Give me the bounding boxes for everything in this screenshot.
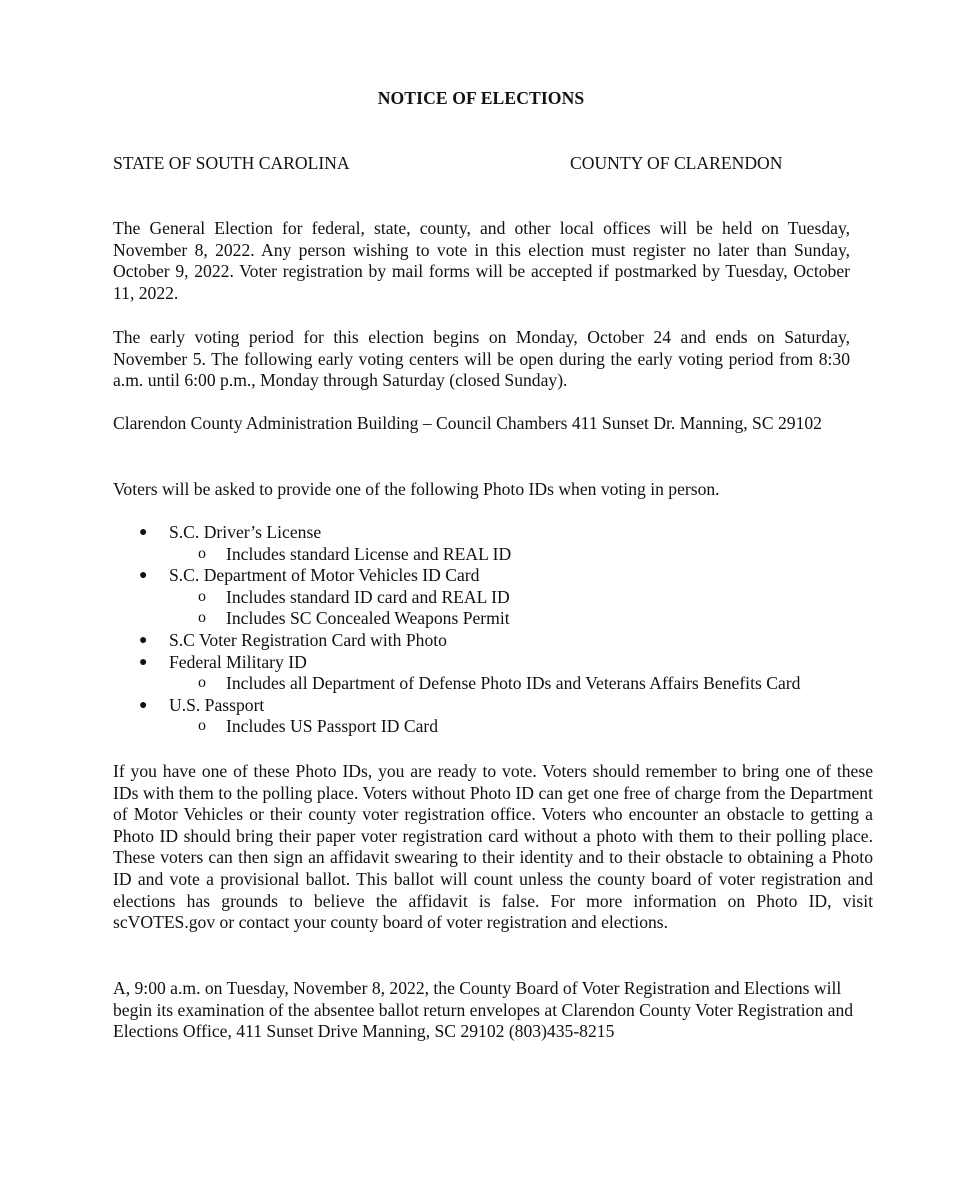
county-heading: COUNTY OF CLARENDON: [570, 153, 783, 173]
list-item: [113, 652, 873, 674]
sub-bullet-icon: o: [198, 587, 206, 605]
sub-list-item: [113, 544, 873, 566]
sub-list-item-label: Includes standard ID card and REAL ID: [226, 586, 510, 607]
list-item-label: U.S. Passport: [169, 694, 265, 715]
list-item-label: Federal Military ID: [169, 651, 307, 672]
list-item: [113, 565, 873, 587]
absentee-paragraph: A, 9:00 a.m. on Tuesday, November 8, 2022, the County Board of Voter Registration and Elections will begin its examination of the absentee ballot return envelopes at Clarendon County Voter Registration and Elections Office, 411 Sunset Drive Manning, SC 29102 (803)435-8215: [113, 978, 854, 1042]
list-item-label: S.C. Driver’s License: [169, 522, 322, 542]
bullet-icon: ●: [139, 697, 148, 713]
bullet-icon: ●: [139, 654, 148, 670]
list-item: [113, 522, 873, 544]
sub-list-item-label: Includes standard License and REAL ID: [226, 543, 512, 564]
sub-list-item-label: Includes US Passport ID Card: [226, 716, 439, 737]
photo-id-list: [113, 522, 873, 738]
sub-list-item: [113, 716, 873, 738]
sub-bullet-icon: o: [198, 609, 206, 627]
early-voting-paragraph: The early voting period for this election begins on Monday, October 24 and ends on Saturday, November 5. The following early voting centers will be open during the early voting period from 8:30 a.m. until 6:00 p.m., Monday through Saturday (closed Sunday).: [113, 327, 850, 391]
sub-bullet-icon: o: [198, 717, 206, 735]
list-item-label: S.C Voter Registration Card with Photo: [169, 629, 447, 650]
photo-id-intro: Voters will be asked to provide one of the following Photo IDs when voting in person.: [113, 479, 720, 499]
sub-list-item: [113, 608, 873, 630]
page-title: NOTICE OF ELECTIONS: [377, 88, 585, 108]
early-voting-location: Clarendon County Administration Building – Council Chambers 411 Sunset Dr. Manning, SC 29102: [113, 413, 822, 433]
list-item: [113, 630, 873, 652]
sub-list-item-label: Includes SC Concealed Weapons Permit: [226, 608, 510, 629]
general-election-paragraph: The General Election for federal, state, county, and other local offices will be held on Tuesday, November 8, 2022. Any person wishing to vote in this election must register no later than Sunday, October 9, 2022. Voter registration by mail forms will be accepted if postmarked by Tuesday, October 11, 2022.: [113, 218, 850, 303]
state-heading: STATE OF SOUTH CAROLINA: [113, 153, 350, 173]
bullet-icon: ●: [139, 525, 148, 540]
sub-list-item: [113, 673, 873, 695]
bullet-icon: ●: [139, 568, 148, 584]
photo-id-info-paragraph: If you have one of these Photo IDs, you are ready to vote. Voters should remember to bring one of these IDs with them to the polling place. Voters without Photo ID can get one free of charge from the Department of Motor Vehicles or their county voter registration office. Voters who encounter an obstacle to getting a Photo ID should bring their paper voter registration card without a photo with them to their polling place. These voters can then sign an affidavit swearing to their identity and to their obstacle to obtaining a Photo ID and vote a provisional ballot. This ballot will count unless the county board of voter registration and elections has grounds to believe the affidavit is false. For more information on Photo ID, visit scVOTES.gov or contact your county board of voter registration and elections.: [113, 761, 873, 933]
sub-bullet-icon: o: [198, 544, 206, 562]
sub-list-item: [113, 587, 873, 609]
bullet-icon: ●: [139, 632, 148, 648]
sub-bullet-icon: o: [198, 674, 206, 692]
sub-list-item-label: Includes all Department of Defense Photo IDs and Veterans Affairs Benefits Card: [226, 673, 801, 694]
list-item-label: S.C. Department of Motor Vehicles ID Card: [169, 565, 480, 586]
list-item: [113, 695, 873, 717]
